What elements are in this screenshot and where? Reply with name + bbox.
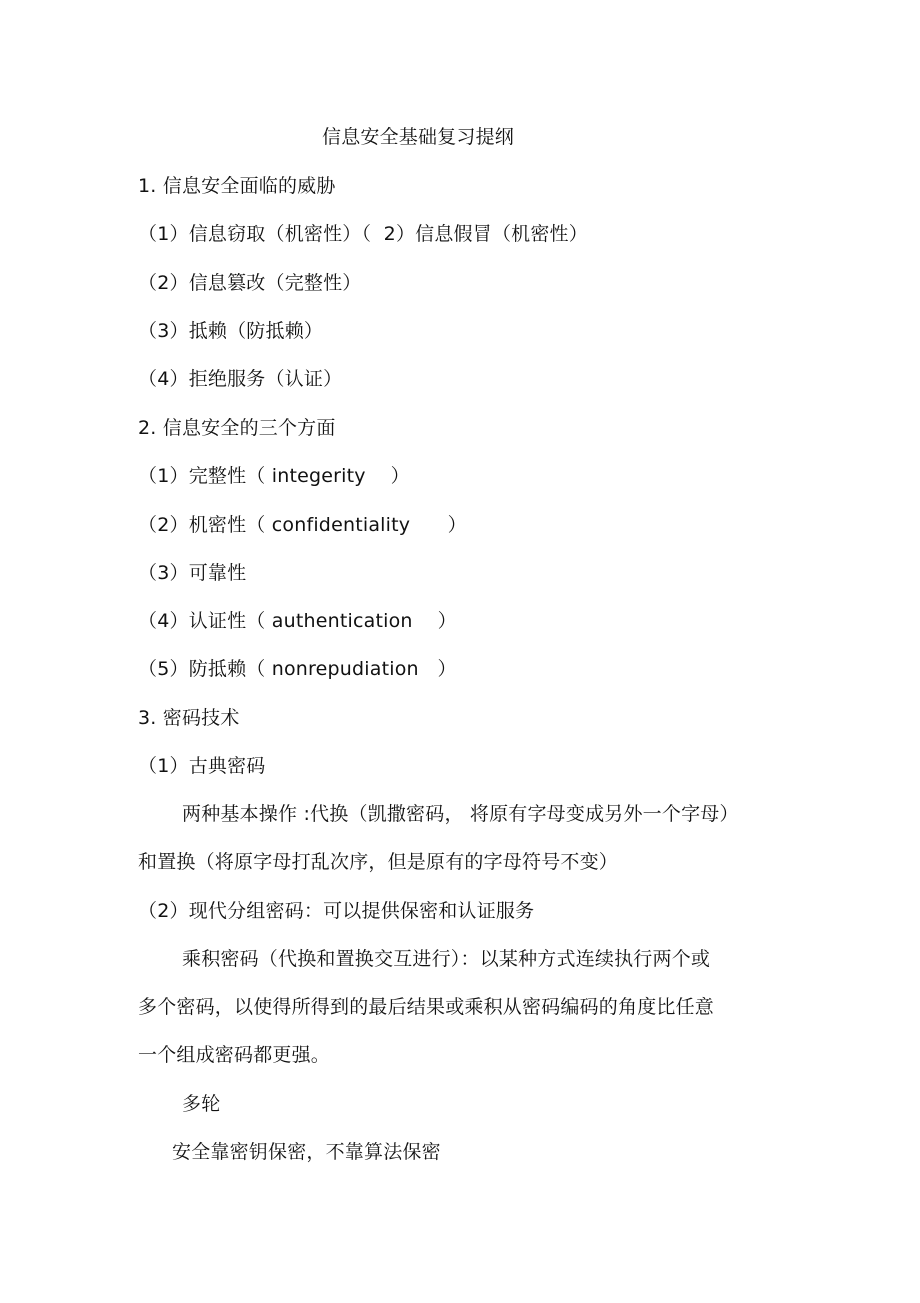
list-item: （3）抵赖（防抵赖） — [138, 320, 324, 342]
list-item: （2）机密性（ confidentiality ） — [138, 514, 467, 536]
section-heading: 3. 密码技术 — [138, 707, 240, 729]
list-item: （1）完整性（ integerity ） — [138, 465, 410, 487]
list-item: （2）信息篡改（完整性） — [138, 272, 362, 294]
page-title: 信息安全基础复习提纲 — [322, 126, 515, 148]
list-item: （4）拒绝服务（认证） — [138, 368, 343, 390]
paragraph-line: 一个组成密码都更强。 — [138, 1044, 331, 1066]
list-item: （1）古典密码 — [138, 755, 266, 777]
list-item: （3）可靠性 — [138, 562, 247, 584]
paragraph-line: 多个密码，以使得所得到的最后结果或乘积从密码编码的角度比任意 — [138, 996, 715, 1018]
list-item: （4）认证性（ authentication ） — [138, 610, 457, 632]
list-item: （1）信息窃取（机密性）（ 2）信息假冒（机密性） — [138, 223, 588, 245]
section-heading: 1. 信息安全面临的威胁 — [138, 175, 336, 197]
list-item: （5）防抵赖（ nonrepudiation ） — [138, 658, 457, 680]
paragraph-line: 乘积密码（代换和置换交互进行）：以某种方式连续执行两个或 — [182, 948, 711, 970]
list-item: （2）现代分组密码：可以提供保密和认证服务 — [138, 900, 535, 922]
paragraph-line: 安全靠密钥保密，不靠算法保密 — [172, 1141, 441, 1163]
paragraph-line: 和置换（将原字母打乱次序，但是原有的字母符号不变） — [138, 851, 619, 873]
section-heading: 2. 信息安全的三个方面 — [138, 417, 336, 439]
paragraph-line: 两种基本操作 :代换（凯撒密码， 将原有字母变成另外一个字母） — [182, 803, 739, 825]
paragraph-line: 多轮 — [182, 1093, 221, 1115]
